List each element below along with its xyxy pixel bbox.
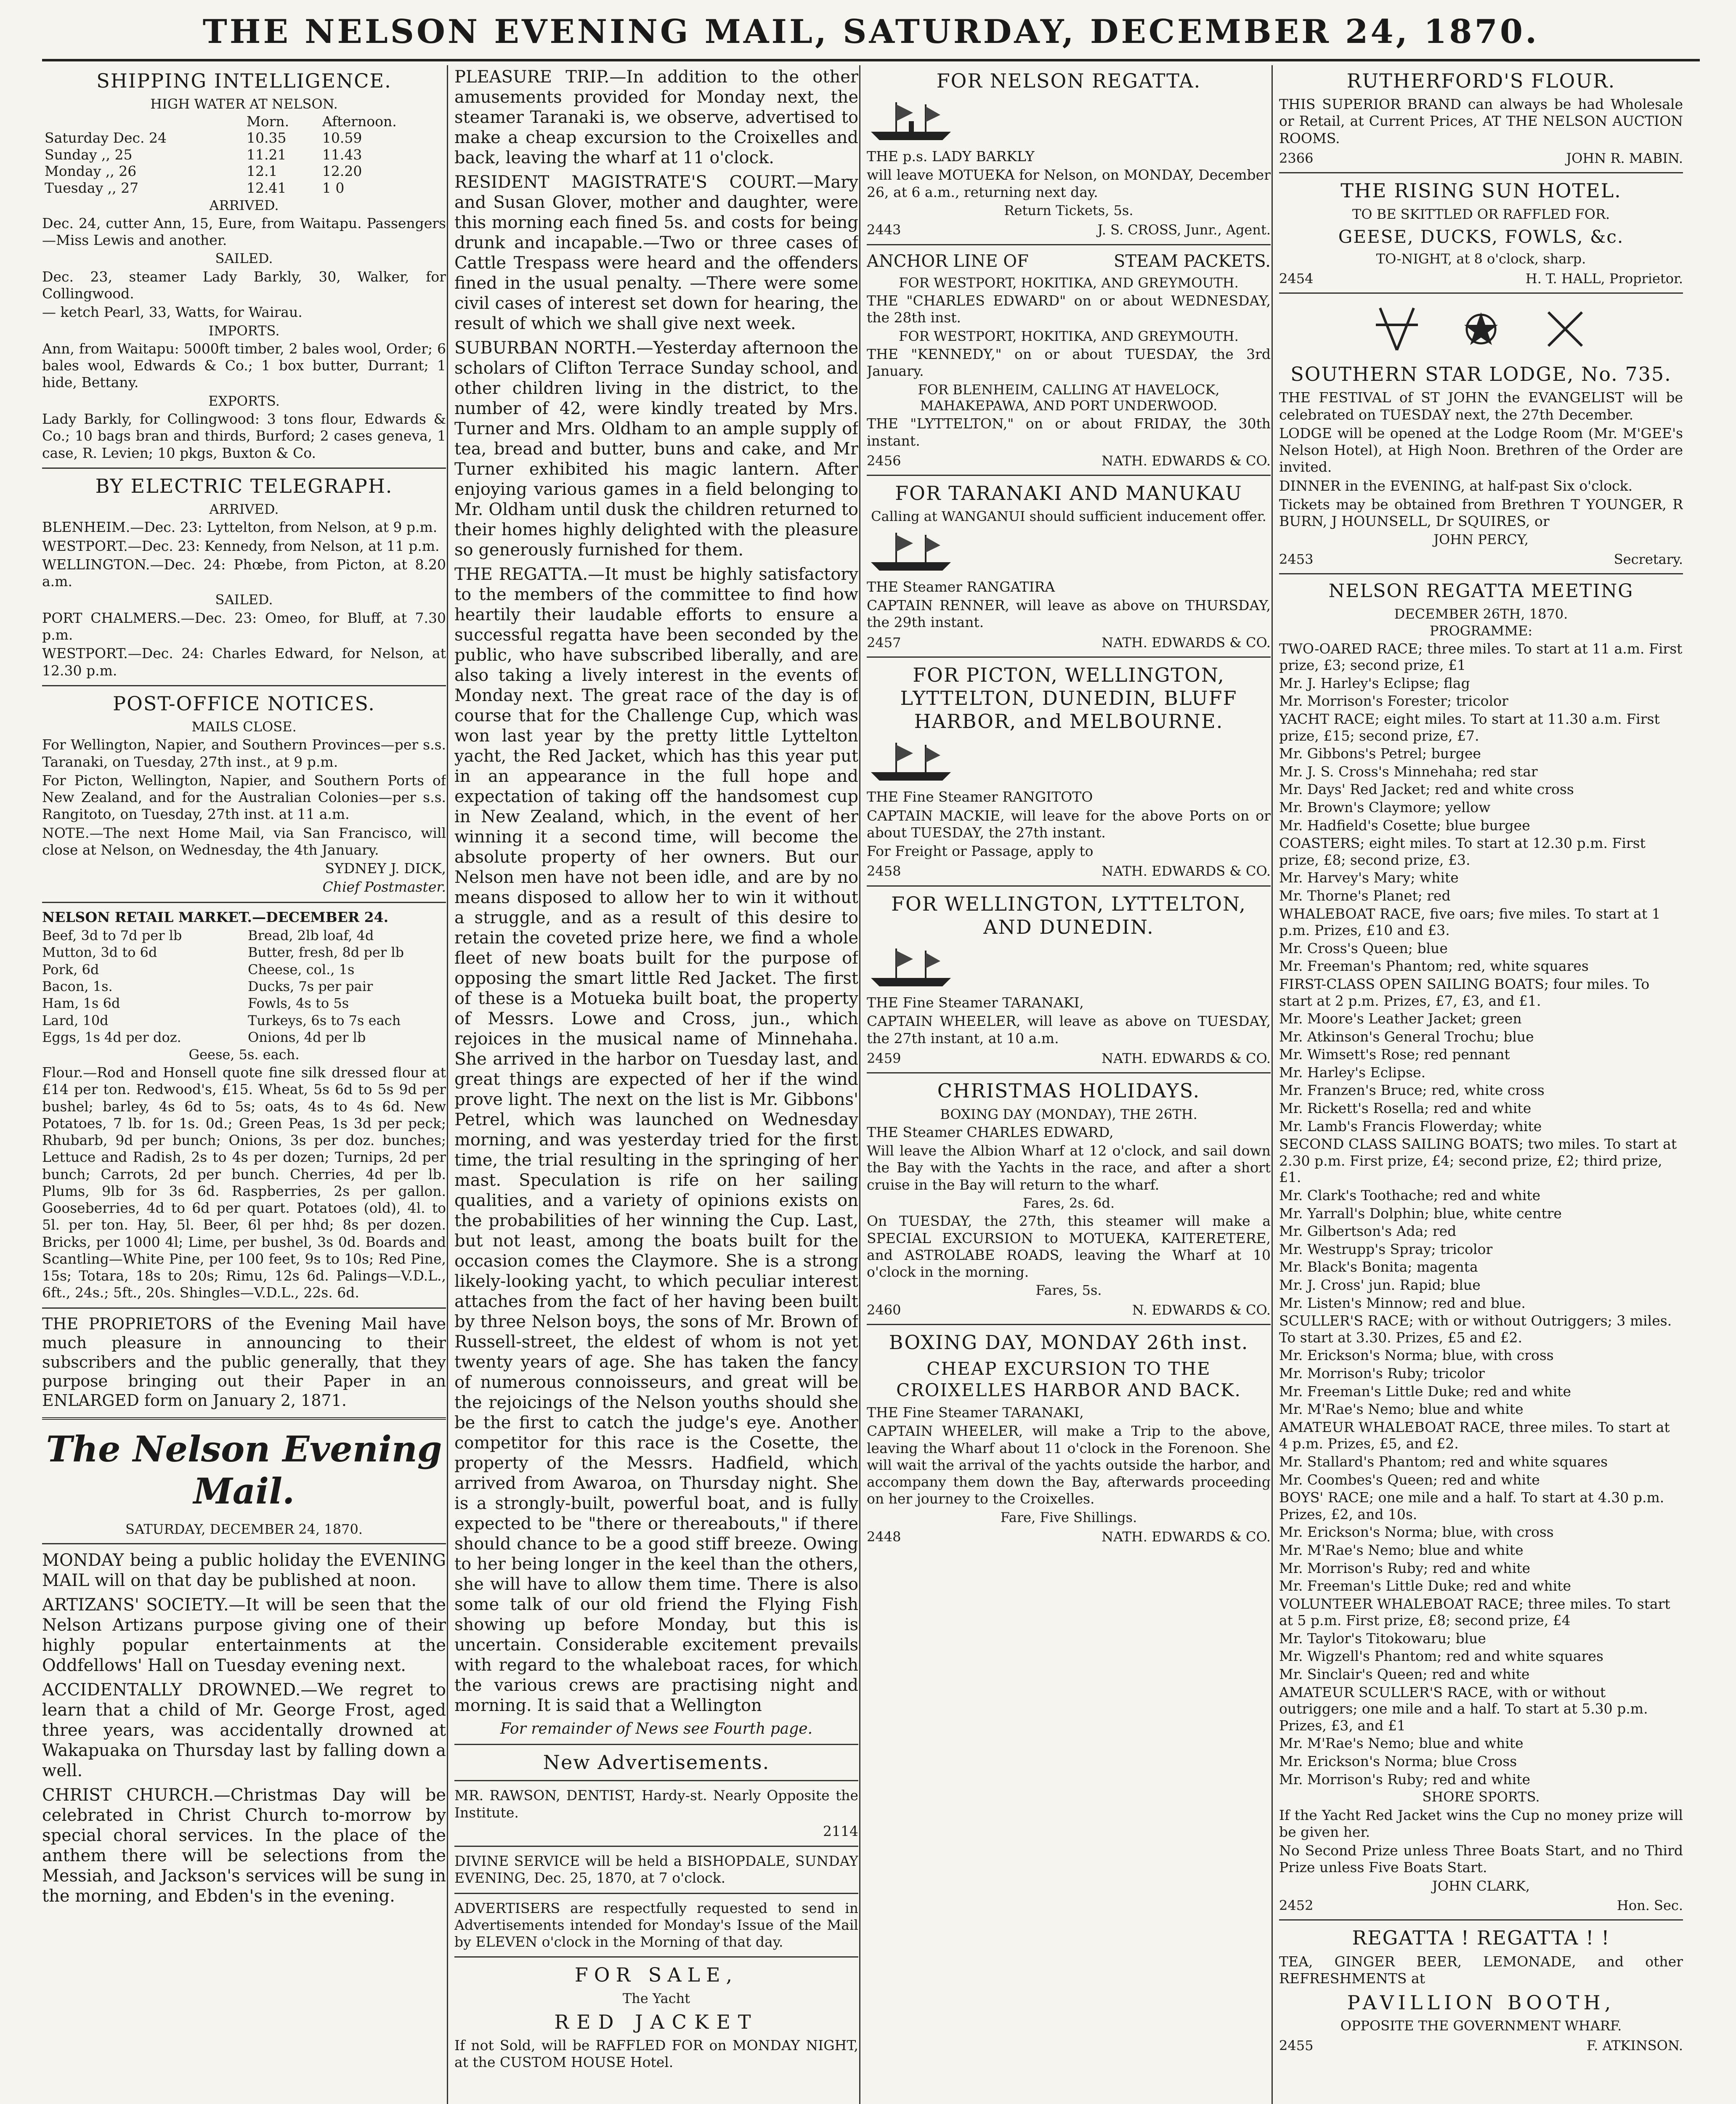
tide-header: Afternoon. — [322, 113, 397, 130]
masonic-emblem-icon — [1355, 300, 1607, 359]
paper-title: The Nelson Evening Mail. — [46, 1428, 442, 1512]
race-entry: Mr. Harley's Eclipse. — [1279, 1064, 1426, 1081]
article-text: For Picton, Wellington, Napier, and Southern Ports of New Zealand, and for the Australian Colonies—per s.s. Rangitoto, on Tuesday, 27th inst. at 11 a.m. — [42, 772, 446, 823]
ad-heading: FOR WELLINGTON, LYTTELTON, AND DUNEDIN. — [891, 892, 1246, 939]
subheading: MAILS CLOSE. — [191, 719, 297, 735]
ad-text: For Freight or Passage, apply to — [867, 843, 1094, 860]
ad-heading: CHEAP EXCURSION TO THE CROIXELLES HARBOR AND BACK. — [896, 1358, 1241, 1400]
price-item: Fowls, 4s to 5s — [248, 995, 349, 1012]
article-text: PLEASURE TRIP.—In addition to the other amusements provided for Monday next, the steamer Taranaki is, we observe, advertised to make a cheap excursion to the Croixelles and back, leaving the wharf at 11 o'clock. — [454, 67, 858, 167]
price-item: Bacon, 1s. — [42, 978, 113, 995]
subheading: ARRIVED. — [209, 197, 279, 213]
race-entry: TWO-OARED RACE; three miles. To start at 11 a.m. First prize, £3; second prize, £1 — [1279, 640, 1683, 674]
ad-text: THE Steamer CHARLES EDWARD, — [867, 1124, 1114, 1140]
ad-text: CAPTAIN WHEELER, will leave as above on TUESDAY, the 27th instant, at 10 a.m. — [867, 1013, 1271, 1047]
divider — [867, 244, 1271, 245]
article-text: WESTPORT.—Dec. 23: Kennedy, from Nelson, at 11 p.m. — [42, 537, 440, 554]
ad-text: Return Tickets, 5s. — [1004, 202, 1133, 218]
race-entry: Mr. Gilbertson's Ada; red — [1279, 1223, 1457, 1240]
market-text: Flour.—Rod and Honsell quote fine silk dressed flour at £14 per ton. Redwood's, £15. Wheat, 5s 6d to 5s 9d per bushel; barley, 4s 6d to 5s; oats, 4s to 4s 6d. New Potatoes, 7 lb. for 1s. 0d.; Green Peas, 1s 3d per peck; Rhubarb, 9d per bunch; Onions, 3s per doz. bunches; Lettuce and Radish, 2s to 4s per dozen; Turnips, 2d per bunch; Carrots, 2d per bunch. Cherries, 4d per lb. Plums, 9lb for 3s 6d. Raspberries, 2s per gallon. Gooseberries, 4d to 6d per quart. Potatoes (old), 4l. to 5l. per ton. Hay, 5l. Beer, 6l per hhd; 8s per dozen. Bricks, per 1000 4l; Lime, per bushel, 3s 0d. Boards and Scantling—White Pine, per 100 feet, 9s to 10s; Red Pine, 15s; Totara, 18s to 20s; Rimu, 12s 6d. Palings—V.D.L., 6ft., 24s.; 5ft., 20s. Shingles—V.D.L., 22s. 6d. — [42, 1064, 446, 1301]
date-line: SATURDAY, DECEMBER 24, 1870. — [125, 1521, 363, 1538]
signature-title: Chief Postmaster. — [322, 879, 446, 895]
ad-text: Fares, 2s. 6d. — [1022, 1195, 1115, 1211]
ad-text: TEA, GINGER BEER, LEMONADE, and other REFRESHMENTS at — [1279, 1953, 1683, 1987]
ad-subheading: OPPOSITE THE GOVERNMENT WHARF. — [1340, 2018, 1622, 2034]
price-list — [42, 927, 446, 1046]
ship-icon — [867, 736, 959, 787]
divider — [42, 468, 446, 469]
ship-icon — [867, 526, 959, 577]
price-item: Eggs, 1s 4d per doz. — [42, 1029, 181, 1046]
race-entry: Mr. Coombes's Queen; red and white — [1279, 1471, 1540, 1488]
ad-text: THE p.s. LADY BARKLY — [867, 148, 1035, 165]
article-text: RESIDENT MAGISTRATE'S COURT.—Mary and Susan Glover, mother and daughter, were this morning each fined 5s. and costs for being drunk and incapable.—Two or three cases of Cattle Trespass were heard and the offenders fined in the usual penalty. —There were some civil cases of interest set down for hearing, the result of which we shall give next week. — [454, 173, 858, 333]
race-entry: Mr. Hadfield's Cosette; blue burgee — [1279, 817, 1530, 834]
ad-heading: REGATTA ! REGATTA ! ! — [1352, 1926, 1610, 1950]
ad-text: DIVINE SERVICE will be held a BISHOPDALE, SUNDAY EVENING, Dec. 25, 1870, at 7 o'clock. — [454, 1853, 858, 1886]
ad-heading: GEESE, DUCKS, FOWLS, &c. — [1338, 226, 1624, 247]
divider — [454, 1744, 858, 1745]
ad-text: will leave MOTUEKA for Nelson, on MONDAY, December 26, at 6 a.m., returning next day. — [867, 167, 1271, 200]
ad-subheading: BOXING DAY (MONDAY), THE 26TH. — [940, 1106, 1197, 1122]
race-entry: Mr. Freeman's Phantom; red, white squares — [1279, 958, 1589, 975]
ad-subheading: The Yacht — [622, 1990, 690, 2006]
price-item: Onions, 4d per lb — [248, 1029, 366, 1046]
ad-subheading: FOR WESTPORT, HOKITIKA, AND GREYMOUTH. — [899, 274, 1239, 291]
ad-subheading: FOR WESTPORT, HOKITIKA, AND GREYMOUTH. — [899, 328, 1239, 344]
table-row: Sunday ,, 25 11.21 11.43 — [45, 146, 362, 163]
race-entry: Mr. Morrison's Forester; tricolor — [1279, 693, 1508, 709]
ad-text: CAPTAIN WHEELER, will make a Trip to the above, leaving the Wharf about 11 o'clock in the Forenoon. She will wait the arrival of the yachts outside the harbor, and accompany them down the Bay, afterwards proceeding on her journey to the Croixelles. — [867, 1423, 1271, 1507]
article-text: PORT CHALMERS.—Dec. 23: Omeo, for Bluff, at 7.30 p.m. — [42, 609, 446, 643]
subheading: EXPORTS. — [208, 393, 280, 409]
subheading: HIGH WATER AT NELSON. — [150, 96, 338, 112]
ad-subheading: TO BE SKITTLED OR RAFFLED FOR. — [1352, 206, 1610, 222]
subheading: ARRIVED. — [209, 501, 279, 518]
ad-text: THE FESTIVAL of ST JOHN the EVANGELIST will be celebrated on TUESDAY next, the 27th December. — [1279, 389, 1683, 423]
ad-heading: FOR TARANAKI AND MANUKAU — [895, 482, 1242, 505]
section-heading: New Advertisements. — [543, 1751, 770, 1774]
divider — [1279, 573, 1683, 574]
race-entry: AMATEUR SCULLER'S RACE, with or without outriggers; one mile and a half. To start at 5.30 p.m. Prizes, £3, and £1 — [1279, 1684, 1648, 1734]
section-heading: SHIPPING INTELLIGENCE. — [96, 69, 392, 92]
race-entry: Mr. Gibbons's Petrel; burgee — [1279, 745, 1481, 762]
divider — [454, 1846, 858, 1847]
race-entry: Mr. Atkinson's General Trochu; blue — [1279, 1028, 1534, 1045]
column-divider — [1271, 65, 1273, 2104]
ad-text: No Second Prize unless Three Boats Start, and no Third Prize unless Five Boats Start. — [1279, 1842, 1683, 1876]
race-entry: Mr. Freeman's Little Duke; red and white — [1279, 1383, 1571, 1400]
tide-header: Morn. — [247, 113, 289, 130]
race-entry: Mr. Freeman's Little Duke; red and white — [1279, 1578, 1571, 1594]
ad-text: Fare, Five Shillings. — [1000, 1509, 1137, 1525]
race-entry: Mr. Erickson's Norma; blue Cross — [1279, 1753, 1517, 1770]
divider — [42, 1307, 446, 1309]
ad-text: If not Sold, will be RAFFLED FOR on MONDAY NIGHT, at the CUSTOM HOUSE Hotel. — [454, 2037, 858, 2071]
race-entry: Mr. Morrison's Ruby; red and white — [1279, 1559, 1531, 1576]
price-item: Turkeys, 6s to 7s each — [248, 1012, 401, 1028]
article-text: Dec. 23, steamer Lady Barkly, 30, Walker, for Collingwood. — [42, 268, 446, 302]
race-entry: Mr. Erickson's Norma; blue, with cross — [1279, 1524, 1554, 1541]
divider — [454, 1956, 858, 1958]
ad-text: Tickets may be obtained from Brethren T YOUNGER, R BURN, J HOUNSELL, Dr SQUIRES, or — [1279, 496, 1683, 530]
column-divider — [859, 65, 860, 2104]
table-row: Tuesday ,, 27 12.41 1 0 — [45, 179, 345, 196]
ad-footer: 2459 NATH. EDWARDS & CO. — [867, 1050, 1271, 1066]
ad-footer: 2443 J. S. CROSS, Junr., Agent. — [867, 222, 1271, 238]
continuation-note: For remainder of News see Fourth page. — [500, 1720, 813, 1737]
column-3 — [867, 65, 1271, 2104]
price-item: Pork, 6d — [42, 961, 99, 978]
race-entry: Mr. Listen's Minnow; red and blue. — [1279, 1294, 1526, 1311]
article-text: BLENHEIM.—Dec. 23: Lyttelton, from Nelson, at 9 p.m. — [42, 519, 438, 536]
race-entry: Mr. Franzen's Bruce; red, white cross — [1279, 1082, 1545, 1099]
race-entry: Mr. Morrison's Ruby; tricolor — [1279, 1365, 1485, 1381]
ad-heading: RUTHERFORD'S FLOUR. — [1346, 69, 1616, 92]
ad-subheading: FOR BLENHEIM, CALLING AT HAVELOCK, MAHAKEPAWA, AND PORT UNDERWOOD. — [918, 381, 1220, 414]
article-text: ARTIZANS' SOCIETY.—It will be seen that the Nelson Artizans purpose giving one of their highly popular entertainments at the Oddfellows' Hall on Tuesday evening next. — [42, 1595, 446, 1676]
ad-heading: THE RISING SUN HOTEL. — [1340, 179, 1622, 202]
ad-subheading: PROGRAMME: — [1429, 623, 1533, 639]
article-text: NOTE.—The next Home Mail, via San Francisco, will close at Nelson, on Wednesday, the 4th January. — [42, 824, 446, 858]
divider — [867, 656, 1271, 658]
ad-heading: CHRISTMAS HOLIDAYS. — [937, 1079, 1200, 1102]
price-item: Beef, 3d to 7d per lb — [42, 927, 182, 943]
masthead: THE NELSON EVENING MAIL, SATURDAY, DECEMBER 24, 1870. — [202, 13, 1540, 51]
ad-heading: BOXING DAY, MONDAY 26th inst. — [889, 1331, 1249, 1354]
ad-heading: ANCHOR LINE OF STEAM PACKETS. — [867, 251, 1271, 271]
table-row: Saturday Dec. 24 10.35 10.59 — [45, 130, 362, 146]
price-item: Ham, 1s 6d — [42, 995, 120, 1012]
race-entry: FIRST-CLASS OPEN SAILING BOATS; four miles. To start at 2 p.m. Prizes, £7, £3, and £1. — [1279, 975, 1650, 1009]
race-entry: Mr. Days' Red Jacket; red and white cross — [1279, 781, 1574, 798]
race-entry: Mr. Cross's Queen; blue — [1279, 940, 1448, 956]
ad-heading: NELSON REGATTA MEETING — [1328, 580, 1634, 602]
ad-subheading: DECEMBER 26TH, 1870. — [1394, 606, 1568, 622]
ad-text: DINNER in the EVENING, at half-past Six o'clock. — [1279, 477, 1633, 494]
race-entry: YACHT RACE; eight miles. To start at 11.30 a.m. First prize, £15; second prize, £7. — [1279, 711, 1660, 744]
race-entry: Mr. Thorne's Planet; red — [1279, 887, 1451, 904]
ad-footer: 2452 Hon. Sec. — [1279, 1897, 1683, 1913]
article-text: MONDAY being a public holiday the EVENING MAIL will on that day be published at noon. — [42, 1551, 446, 1591]
ad-text: On TUESDAY, the 27th, this steamer will make a SPECIAL EXCURSION to MOTUEKA, KAITERETERE, and ASTROLABE ROADS, leaving the Wharf at 10 o'clock in the morning. — [867, 1213, 1271, 1280]
ad-footer: 2455 F. ATKINSON. — [1279, 2037, 1683, 2054]
ad-subheading: SHORE SPORTS. — [1422, 1789, 1540, 1805]
ad-text: JOHN PERCY, — [1433, 531, 1529, 548]
ship-icon — [867, 942, 959, 993]
divider — [454, 1893, 858, 1894]
column-2 — [454, 65, 858, 2104]
subheading: SAILED. — [215, 250, 273, 267]
ad-footer: 2448 NATH. EDWARDS & CO. — [867, 1528, 1271, 1545]
race-entry: Mr. Westrupp's Spray; tricolor — [1279, 1241, 1493, 1257]
divider — [42, 1543, 446, 1544]
ad-heading: FOR SALE, — [574, 1963, 738, 1987]
article-text: CHRIST CHURCH.—Christmas Day will be celebrated in Christ Church to-morrow by special choral services. In the place of the anthem there will be selections from the Messiah, and Jackson's services will be sung in the morning, and Ebden's in the evening. — [42, 1785, 446, 1906]
race-entry: COASTERS; eight miles. To start at 12.30 p.m. First prize, £8; second prize, £3. — [1279, 835, 1646, 868]
section-heading: POST-OFFICE NOTICES. — [113, 692, 375, 715]
masthead-rule — [42, 59, 1700, 61]
subheading: IMPORTS. — [208, 322, 280, 339]
ad-text: THE Fine Steamer TARANAKI, — [867, 994, 1084, 1011]
article-text: THE REGATTA.—It must be highly satisfactory to the members of the committee to find how heartily their laudable efforts to ensure a successful regatta have been seconded by the public, who have subscribed liberally, and are also taking a lively interest in the events of Monday next. The great race of the day is of course that for the Challenge Cup, which was won last year by the pretty little Lyttelton yacht, the Red Jacket, which has this year put in an appearance in the full hope and expectation of taking off the handsomest cup in New Zealand, which, in the event of her winning it a second time, will become the absolute property of her owners. But our Nelson men have not been idle, and are by no means disposed to allow her to win it without a struggle, and as a result of this desire to retain the coveted prize here, we find a whole fleet of new boats built for the purpose of opposing the smart little Red Jacket. The first of these is a Motueka built boat, the property of Messrs. Lowe and Cross, jun., which rejoices in the musical name of Minnehaha. She arrived in the harbor on Tuesday last, and great things are expected of her if the wind prove light. The next on the list is Mr. Gibbons' Petrel, which was launched on Wednesday morning, and was yesterday tried for the first time, the trial resulting in the springing of her mast. Speculation is rife on her sailing qualities, and a variety of opinions exists on the probabilities of her winning the Cup. Last, but not least, among the boats built for the occasion comes the Claymore. She is a strong likely-looking yacht, to which peculiar interest attaches from the fact of her having been built by three Nelson boys, the sons of Mr. Brown of Russell-street, the eldest of whom is not yet twenty years of age. She has taken the fancy of numerous connoisseurs, and great will be the rejoicings of the Nelson youths should she be the first to catch the judge's eye. Another competitor for this race is the Cosette, the property of the Messrs. Hadfield, which arrived from Awaroa, on Thursday night. She is a strongly-built, powerful boat, and is fully expected to be "there or thereabouts," if there should chance to be a good stiff breeze. Owing to her being longer in the keel than the others, she will have to allow them time. There is also some talk of our old friend the Flying Fish showing up before Monday, but this is uncertain. Considerable excitement prevails with regard to the whaleboat races, for which the various crews are practising night and morning. It is said that a Wellington — [454, 565, 858, 1715]
divider — [42, 902, 446, 903]
race-entry: Mr. Rickett's Rosella; red and white — [1279, 1100, 1532, 1117]
article-text: WELLINGTON.—Dec. 24: Phœbe, from Picton, at 8.20 a.m. — [42, 556, 446, 590]
ad-number: 2114 — [823, 1822, 858, 1839]
article-text: SUBURBAN NORTH.—Yesterday afternoon the scholars of Clifton Terrace Sunday school, and other children living in the district, to the number of 42, were kindly treated by Mrs. Turner and Mrs. Oldham to an ample supply of tea, bread and butter, buns and cake, and Mr Turner exhibited his magic lantern. After enjoying various games in a field belonging to Mr. Oldham until dusk the children returned to their homes highly delighted with the pleasure so generously furnished for them. — [454, 338, 858, 560]
article-text: Lady Barkly, for Collingwood: 3 tons flour, Edwards & Co.; 10 bags bran and thirds, Burford; 2 cases geneva, 1 case, R. Levien; 10 pkgs, Buxton & Co. — [42, 411, 446, 461]
ad-text: THE "CHARLES EDWARD" on or about WEDNESDAY, the 28th inst. — [867, 292, 1271, 326]
divider — [867, 475, 1271, 476]
race-entry: Mr. J. Harley's Eclipse; flag — [1279, 675, 1470, 691]
race-entry: BOYS' RACE; one mile and a half. To start at 4.30 p.m. Prizes, £2, and 10s. — [1279, 1489, 1664, 1522]
price-item: Cheese, col., 1s — [248, 961, 355, 978]
ad-text: THE Steamer RANGATIRA — [867, 578, 1055, 595]
divider — [454, 1780, 858, 1781]
price-item: Geese, 5s. each. — [188, 1046, 300, 1063]
race-entry: WHALEBOAT RACE, five oars; five miles. To start at 1 p.m. Prizes, £10 and £3. — [1279, 905, 1661, 939]
ad-text: THE Fine Steamer TARANAKI, — [867, 1404, 1084, 1421]
ad-footer: 2366 JOHN R. MABIN. — [1279, 150, 1683, 166]
divider — [867, 1072, 1271, 1073]
race-entry: Mr. Stallard's Phantom; red and white squares — [1279, 1453, 1608, 1470]
ad-footer: 2457 NATH. EDWARDS & CO. — [867, 634, 1271, 651]
race-entry: Mr. Taylor's Titokowaru; blue — [1279, 1630, 1486, 1647]
article-text: Ann, from Waitapu: 5000ft timber, 2 bales wool, Order; 6 bales wool, Edwards & Co.; 1 box butter, Durrant; 1 hide, Bettany. — [42, 340, 446, 391]
market-title: NELSON RETAIL MARKET.—DECEMBER 24. — [42, 909, 389, 925]
price-item: Butter, fresh, 8d per lb — [248, 944, 404, 961]
ad-footer: 2458 NATH. EDWARDS & CO. — [867, 863, 1271, 879]
section-heading: BY ELECTRIC TELEGRAPH. — [95, 474, 393, 497]
ad-text: Will leave the Albion Wharf at 12 o'clock, and sail down the Bay with the Yachts in the race, and after a short cruise in the Bay will return to the wharf. — [867, 1142, 1271, 1193]
ad-heading: SOUTHERN STAR LODGE, No. 735. — [1290, 363, 1672, 386]
signature-name: SYDNEY J. DICK, — [325, 860, 446, 877]
column-1 — [42, 65, 446, 2104]
race-entry: SCULLER'S RACE; with or without Outriggers; 3 miles. To start at 3.30. Prizes, £5 and £2. — [1279, 1312, 1672, 1346]
race-entry: VOLUNTEER WHALEBOAT RACE; three miles. To start at 5 p.m. First prize, £8; second prize, £4 — [1279, 1595, 1670, 1629]
ad-heading: FOR NELSON REGATTA. — [936, 69, 1201, 92]
article-text: WESTPORT.—Dec. 24: Charles Edward, for Nelson, at 12.30 p.m. — [42, 645, 446, 679]
race-entry: Mr. Wigzell's Phantom; red and white squares — [1279, 1648, 1603, 1665]
race-entry: Mr. Brown's Claymore; yellow — [1279, 799, 1491, 816]
ad-footer: 2460 N. EDWARDS & CO. — [867, 1302, 1271, 1318]
race-entry: Mr. M'Rae's Nemo; blue and white — [1279, 1735, 1524, 1752]
ad-text: THIS SUPERIOR BRAND can always be had Wholesale or Retail, at Current Prices, AT THE NELSON AUCTION ROOMS. — [1279, 96, 1683, 146]
price-item: Bread, 2lb loaf, 4d — [248, 927, 374, 943]
ad-heading: PAVILLION BOOTH, — [1347, 1991, 1615, 2014]
column-divider — [447, 65, 448, 2104]
article-text: For Wellington, Napier, and Southern Provinces—per s.s. Taranaki, on Tuesday, 27th inst., at 9 p.m. — [42, 736, 446, 770]
ad-text: LODGE will be opened at the Lodge Room (Mr. M'GEE's Nelson Hotel), at High Noon. Brethren of the Order are invited. — [1279, 425, 1683, 476]
ad-text: THE "KENNEDY," on or about TUESDAY, the 3rd January. — [867, 346, 1271, 380]
ship-icon — [867, 96, 959, 146]
divider — [1279, 292, 1683, 294]
race-entry: AMATEUR WHALEBOAT RACE, three miles. To start at 4 p.m. Prizes, £5, and £2. — [1279, 1419, 1670, 1452]
ad-heading: RED JACKET — [554, 2010, 759, 2033]
article-text: — ketch Pearl, 33, Watts, for Wairau. — [42, 304, 303, 321]
tide-table — [42, 113, 446, 197]
divider — [42, 685, 446, 686]
divider — [1279, 172, 1683, 173]
ad-text: MR. RAWSON, DENTIST, Hardy-st. Nearly Opposite the Institute. — [454, 1787, 858, 1821]
tide-header — [42, 113, 244, 130]
ad-text: Fares, 5s. — [1035, 1282, 1102, 1299]
race-entry: Mr. Lamb's Francis Flowerday; white — [1279, 1118, 1542, 1134]
table-row: Monday ,, 26 12.1 12.20 — [45, 163, 362, 180]
race-entry: Mr. Clark's Toothache; red and white — [1279, 1187, 1541, 1204]
article-text: ACCIDENTALLY DROWNED.—We regret to learn that a child of Mr. George Frost, aged three years, was accidentally drowned at Wakapuaka on Thursday last by falling down a well. — [42, 1680, 446, 1781]
ad-footer: 2453 Secretary. — [1279, 551, 1683, 567]
ad-heading: FOR PICTON, WELLINGTON, LYTTELTON, DUNEDIN, BLUFF HARBOR, and MELBOURNE. — [900, 663, 1237, 733]
race-entry: Mr. M'Rae's Nemo; blue and white — [1279, 1541, 1524, 1558]
ad-footer: 2456 NATH. EDWARDS & CO. — [867, 452, 1271, 469]
race-programme — [1279, 640, 1683, 1788]
ad-subheading: Calling at WANGANUI should sufficient inducement offer. — [871, 508, 1266, 525]
race-entry: Mr. Erickson's Norma; blue, with cross — [1279, 1347, 1554, 1364]
race-entry: Mr. Moore's Leather Jacket; green — [1279, 1010, 1522, 1027]
divider — [867, 1324, 1271, 1325]
race-entry: Mr. Wimsett's Rose; red pennant — [1279, 1046, 1510, 1063]
race-entry: Mr. Black's Bonita; magenta — [1279, 1259, 1478, 1275]
price-item: Mutton, 3d to 6d — [42, 944, 157, 961]
divider — [42, 1417, 446, 1420]
ad-text: CAPTAIN MACKIE, will leave for the above Ports on or about TUESDAY, the 27th instant. — [867, 807, 1271, 841]
race-entry: Mr. Yarrall's Dolphin; blue, white centre — [1279, 1205, 1562, 1222]
ad-text: THE "LYTTELTON," on or about FRIDAY, the 30th instant. — [867, 415, 1271, 449]
race-entry: Mr. Morrison's Ruby; red and white — [1279, 1771, 1531, 1788]
ad-footer: 2454 H. T. HALL, Proprietor. — [1279, 270, 1683, 287]
race-entry: Mr. M'Rae's Nemo; blue and white — [1279, 1401, 1524, 1418]
ad-text: CAPTAIN RENNER, will leave as above on THURSDAY, the 29th instant. — [867, 597, 1271, 631]
ad-text: If the Yacht Red Jacket wins the Cup no money prize will be given her. — [1279, 1806, 1683, 1840]
column-4 — [1279, 65, 1683, 2104]
race-entry: SECOND CLASS SAILING BOATS; two miles. To start at 2.30 p.m. First prize, £4; second prize, £2; third prize, £1. — [1279, 1136, 1677, 1186]
ad-text: JOHN CLARK, — [1432, 1878, 1530, 1894]
divider — [1279, 1919, 1683, 1921]
price-item: Lard, 10d — [42, 1012, 109, 1028]
notice-text: THE PROPRIETORS of the Evening Mail have much pleasure in announcing to their subscribers and the public generally, that they purpose bringing out their Paper in an ENLARGED form on January 2, 1871. — [42, 1314, 446, 1410]
race-entry: Mr. J. Cross' jun. Rapid; blue — [1279, 1277, 1481, 1293]
ad-text: ADVERTISERS are respectfully requested to send in Advertisements intended for Monday's Issue of the Mail by ELEVEN o'clock in the Morning of that day. — [454, 1899, 858, 1950]
race-entry: Mr. Sinclair's Queen; red and white — [1279, 1666, 1530, 1683]
subheading: SAILED. — [215, 592, 273, 608]
ad-text: TO-NIGHT, at 8 o'clock, sharp. — [1376, 251, 1586, 267]
race-entry: Mr. J. S. Cross's Minnehaha; red star — [1279, 763, 1538, 780]
article-text: Dec. 24, cutter Ann, 15, Eure, from Waitapu. Passengers—Miss Lewis and another. — [42, 215, 446, 249]
price-item: Ducks, 7s per pair — [248, 978, 373, 995]
divider — [867, 885, 1271, 887]
race-entry: Mr. Harvey's Mary; white — [1279, 869, 1459, 886]
ad-text: THE Fine Steamer RANGITOTO — [867, 789, 1093, 805]
